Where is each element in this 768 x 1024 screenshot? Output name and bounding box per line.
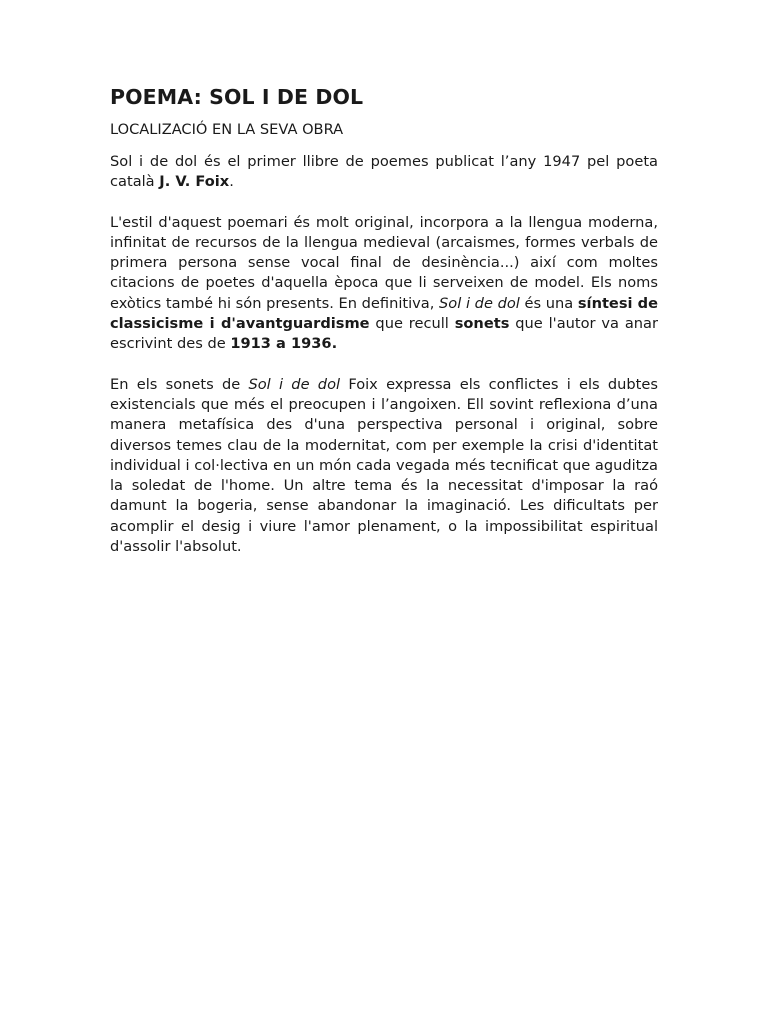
paragraph-intro (110, 152, 658, 193)
book-title: Sol i de dol (248, 375, 341, 393)
paragraph-text: . (229, 173, 234, 191)
paragraph-text: En els sonets de (110, 375, 249, 393)
synthesis-phrase: síntesi de classicisme i d'avantguardisme (110, 294, 658, 333)
document-page (110, 84, 658, 557)
sonnets-word: sonets (454, 315, 510, 333)
section-heading: LOCALIZACIÓ EN LA SEVA OBRA (110, 121, 344, 138)
book-title: Sol i de dol (110, 153, 198, 170)
author-name: J. V. Foix (159, 173, 230, 191)
paragraph-text: és una (519, 294, 578, 312)
paragraph-text: Foix expressa els conflictes i els dubtes existencials que més el preocupen i l’angoixen. Ell sovint reflexiona d’una manera metafísica des d'una perspectiva personal i original, sobre diversos temes clau de la modernitat, com per exemple la crisi d'identitat individual i col·lectiva en un món cada vegada més tecnificat que aguditza la soledat de l'home. Un altre tema és la necessitat d'imposar la raó damunt la bogeria, sense abandonar la imaginació. Les dificultats per acomplir el desig i viure l'amor plenament, o la impossibilitat espiritual d'assolir l'absolut. (110, 375, 658, 556)
years-range: 1913 a 1936. (230, 335, 338, 353)
paragraph-text: L'estil d'aquest poemari és molt original, incorpora a la llengua moderna, infinitat de recursos de la llengua medieval (arcaismes, formes verbals de primera persona sense vocal final de desinència...) així com moltes citacions de poetes d'aquella època que li serveixen de model. Els noms exòtics també hi són presents. En definitiva, (110, 213, 658, 312)
paragraph-themes (110, 375, 658, 558)
paragraph-text: que l'autor va anar escrivint des de (110, 315, 658, 353)
paragraph-text: que recull (369, 315, 455, 333)
book-title: Sol i de dol (439, 294, 520, 312)
paragraph-text: és el primer llibre de poemes publicat l’any 1947 pel poeta català (110, 153, 658, 191)
document-title: POEMA: SOL I DE DOL (110, 85, 364, 109)
paragraph-style (110, 213, 658, 355)
